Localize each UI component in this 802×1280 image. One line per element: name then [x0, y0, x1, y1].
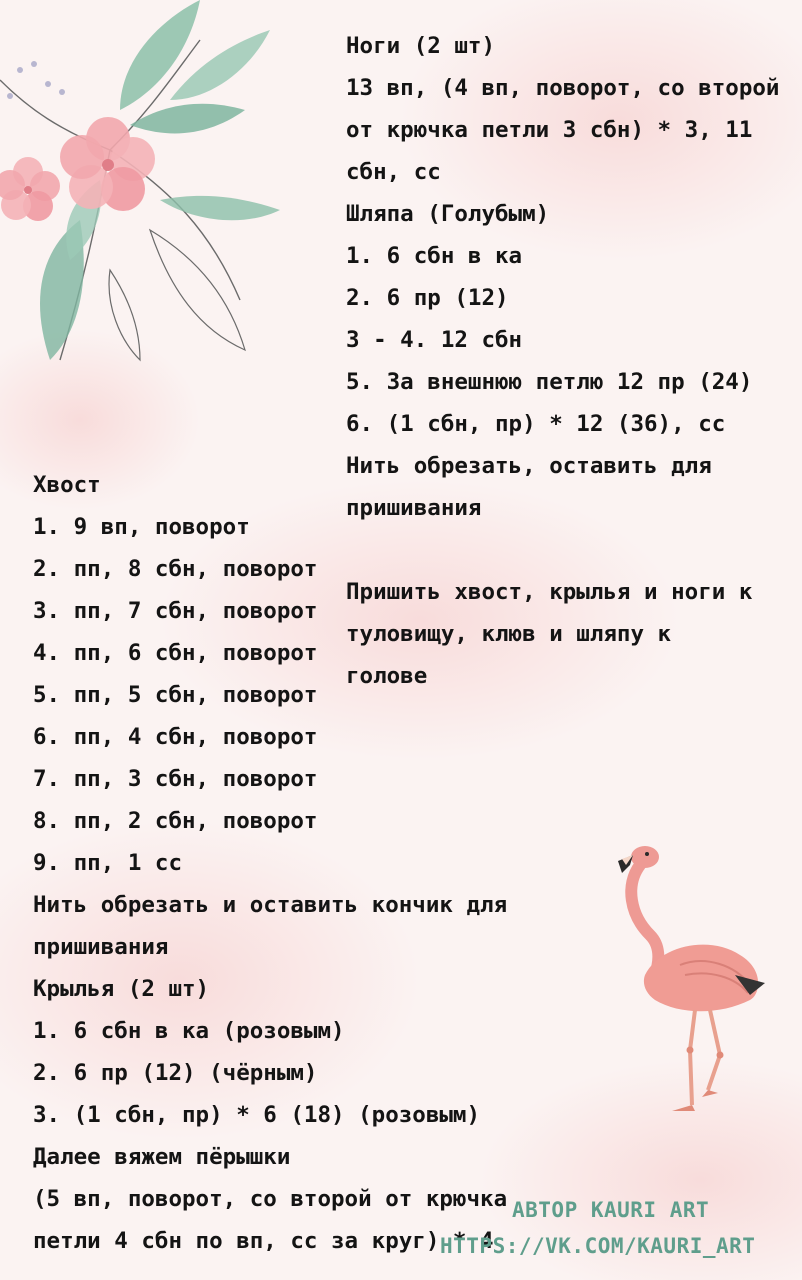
assembly-line: Пришить хвост, крылья и ноги к	[346, 579, 753, 605]
tail-line: 9. пп, 1 сс	[33, 850, 183, 876]
assembly-line: туловищу, клюв и шляпу к	[346, 621, 672, 647]
hat-line: 3 - 4. 12 сбн	[346, 327, 523, 353]
tail-line: 4. пп, 6 сбн, поворот	[33, 640, 318, 666]
legs-title: Ноги (2 шт)	[346, 33, 496, 59]
hat-line: 5. За внешнюю петлю 12 пр (24)	[346, 369, 753, 395]
tail-line: Нить обрезать и оставить кончик для	[33, 892, 508, 918]
wings-line: петли 4 сбн по вп, сс за круг) * 4	[33, 1228, 494, 1254]
flower-small	[0, 157, 60, 221]
left-column	[33, 464, 533, 1262]
flowers-leaves-decoration	[0, 0, 300, 400]
flamingo-illustration	[600, 825, 780, 1125]
tail-line: 8. пп, 2 сбн, поворот	[33, 808, 318, 834]
tail-line: 1. 9 вп, поворот	[33, 514, 250, 540]
tail-line: 7. пп, 3 сбн, поворот	[33, 766, 318, 792]
cut-line: пришивания	[346, 495, 482, 521]
wings-line: Далее вяжем пёрышки	[33, 1144, 291, 1170]
leaf-5	[160, 196, 280, 220]
tail-title: Хвост	[33, 472, 101, 498]
tail-line: 3. пп, 7 сбн, поворот	[33, 598, 318, 624]
wings-line: (5 вп, поворот, со второй от крючка	[33, 1186, 508, 1212]
legs-line: от крючка петли 3 сбн) * 3, 11	[346, 117, 753, 143]
wings-line: 3. (1 сбн, пр) * 6 (18) (розовым)	[33, 1102, 481, 1128]
tail-line: 6. пп, 4 сбн, поворот	[33, 724, 318, 750]
wings-title: Крылья (2 шт)	[33, 976, 210, 1002]
hat-line: 6. (1 сбн, пр) * 12 (36), сс	[346, 411, 726, 437]
hat-title: Шляпа (Голубым)	[346, 201, 550, 227]
legs-line: 13 вп, (4 вп, поворот, со второй	[346, 75, 780, 101]
hat-line: 1. 6 сбн в ка	[346, 243, 523, 269]
author-credit: АВТОР KAURI ART	[512, 1198, 710, 1222]
leaf-outline	[150, 230, 245, 350]
tail-line: пришивания	[33, 934, 169, 960]
tail-line: 2. пп, 8 сбн, поворот	[33, 556, 318, 582]
hat-line: 2. 6 пр (12)	[346, 285, 509, 311]
flower-large	[60, 117, 155, 211]
wings-line: 2. 6 пр (12) (чёрным)	[33, 1060, 318, 1086]
legs-line: сбн, сс	[346, 159, 441, 185]
author-link[interactable]: HTTPS://VK.COM/KAURI_ART	[440, 1234, 756, 1258]
assembly-line: голове	[346, 663, 428, 689]
wings-line: 1. 6 сбн в ка (розовым)	[33, 1018, 345, 1044]
cut-line: Нить обрезать, оставить для	[346, 453, 712, 479]
tail-line: 5. пп, 5 сбн, поворот	[33, 682, 318, 708]
